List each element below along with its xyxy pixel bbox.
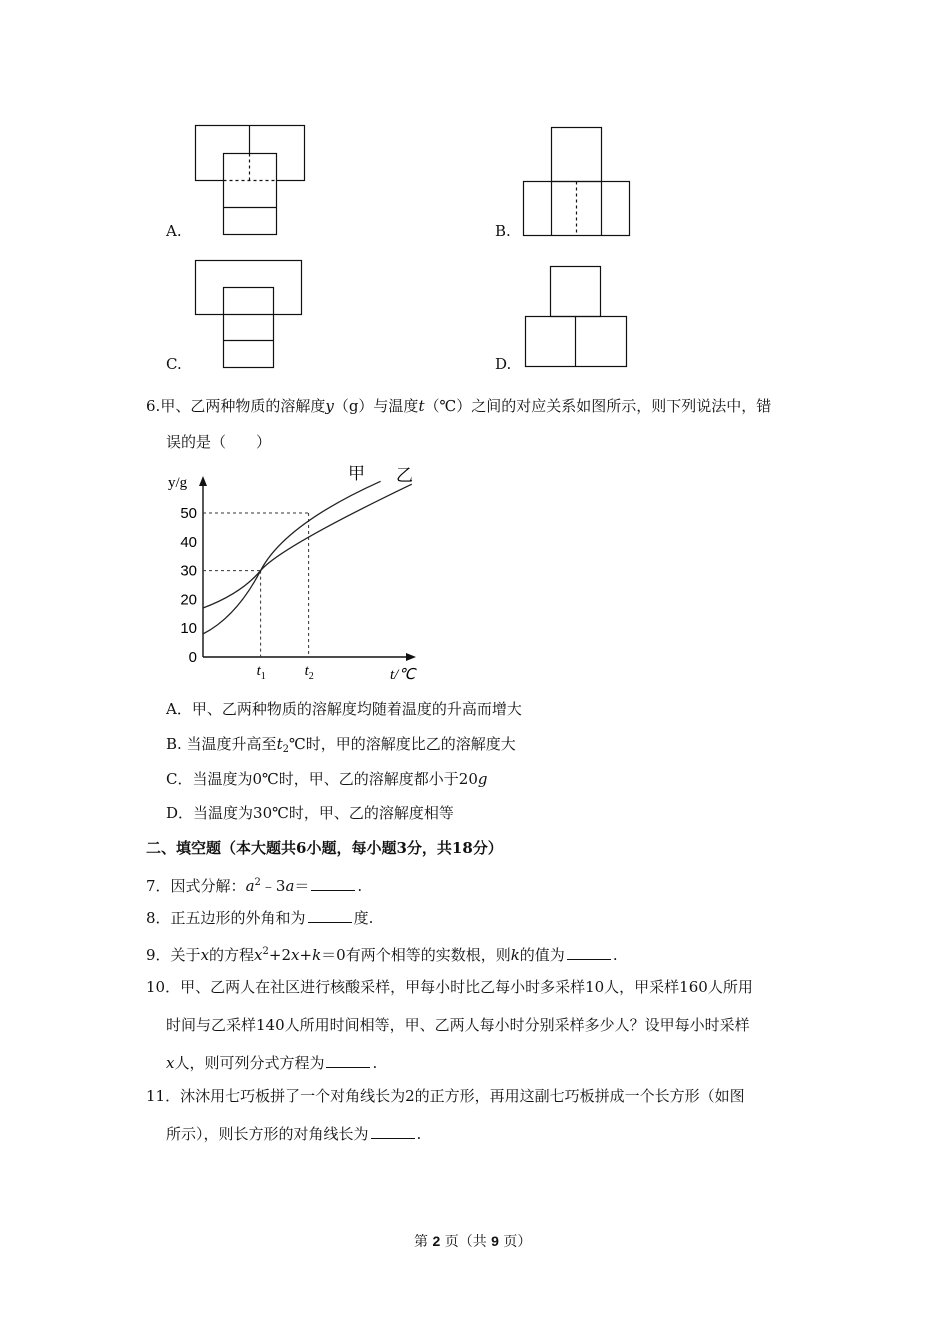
option-a-net-figure bbox=[195, 125, 305, 237]
y-tick-label: 20 bbox=[180, 591, 197, 609]
q6-stem-line1: 6.甲、乙两种物质的溶解度y（g）与温度t（℃）之间的对应关系如图所示，则下列说法中，错 bbox=[146, 397, 772, 415]
q10-line1: 10．甲、乙两人在社区进行核酸采样，甲每小时比乙每小时多采样10人，甲采样160人所用 bbox=[146, 978, 753, 996]
x-axis-arrow bbox=[406, 653, 416, 661]
option-d-net-figure bbox=[525, 266, 629, 370]
q6-stem-line2: 误的是（ ） bbox=[166, 433, 272, 451]
q11-line1: 11．沐沐用七巧板拼了一个对角线长为2的正方形，再用这副七巧板拼成一个长方形（如图 bbox=[146, 1087, 745, 1105]
series-line-jia bbox=[203, 481, 381, 634]
question-7: 7．因式分解：$a^2﹣3a=$ . bbox=[146, 877, 363, 895]
y-axis-label: y/g bbox=[168, 475, 188, 491]
y-tick-label: 0 bbox=[188, 649, 197, 666]
q6-option-b[interactable]: B. 当温度升高至$t_2℃$时，甲的溶解度比乙的溶解度大 bbox=[166, 735, 516, 755]
solubility-chart bbox=[160, 462, 440, 687]
x-axis-label: t/℃ bbox=[390, 667, 416, 683]
x-tick-label-t2: $t_2$ bbox=[304, 663, 314, 682]
question-8: 8．正五边形的外角和为 度. bbox=[146, 909, 374, 927]
option-c-net-figure bbox=[195, 260, 305, 370]
answer-blank[interactable] bbox=[371, 1124, 415, 1139]
y-tick-label: 40 bbox=[180, 533, 197, 551]
series-label-jia: 甲 bbox=[348, 464, 365, 484]
answer-blank[interactable] bbox=[567, 945, 611, 960]
answer-blank[interactable] bbox=[308, 908, 352, 923]
answer-blank[interactable] bbox=[311, 876, 355, 891]
series-line-yi bbox=[203, 484, 412, 608]
option-d-label: D. bbox=[495, 355, 512, 373]
answer-blank[interactable] bbox=[326, 1053, 370, 1068]
option-c-label: C. bbox=[166, 355, 182, 373]
y-tick-label: 10 bbox=[180, 620, 197, 638]
y-tick-label: 50 bbox=[180, 505, 197, 522]
option-b-label: B. bbox=[495, 222, 511, 240]
x-tick-label-t1: $t_1$ bbox=[256, 663, 266, 682]
q6-option-a[interactable]: A．甲、乙两种物质的溶解度均随着温度的升高而增大 bbox=[166, 700, 522, 718]
y-axis-arrow bbox=[199, 476, 207, 486]
y-tick-label: 30 bbox=[180, 562, 197, 580]
q6-option-d[interactable]: D．当温度为30℃时，甲、乙的溶解度相等 bbox=[166, 804, 454, 822]
option-a-label: A. bbox=[166, 222, 182, 240]
section-2-title: 二、填空题（本大题共6小题，每小题3分，共18分） bbox=[146, 839, 503, 857]
q6-option-c[interactable]: C．当温度为0℃时，甲、乙的溶解度都小于20g bbox=[166, 770, 488, 788]
q11-line2: 所示），则长方形的对角线长为 . bbox=[166, 1125, 422, 1143]
option-b-net-figure bbox=[523, 127, 631, 237]
question-9: 9．关于x的方程$x^2+2x+k=0$有两个相等的实数根，则k的值为 . bbox=[146, 946, 618, 964]
q10-line3: x人，则可列分式方程为 . bbox=[166, 1054, 378, 1072]
series-label-yi: 乙 bbox=[396, 466, 413, 486]
page-footer: 第 2 页（共 9 页） bbox=[414, 1233, 532, 1250]
q10-line2: 时间与乙采样140人所用时间相等，甲、乙两人每小时分别采样多少人？设甲每小时采样 bbox=[166, 1016, 750, 1034]
